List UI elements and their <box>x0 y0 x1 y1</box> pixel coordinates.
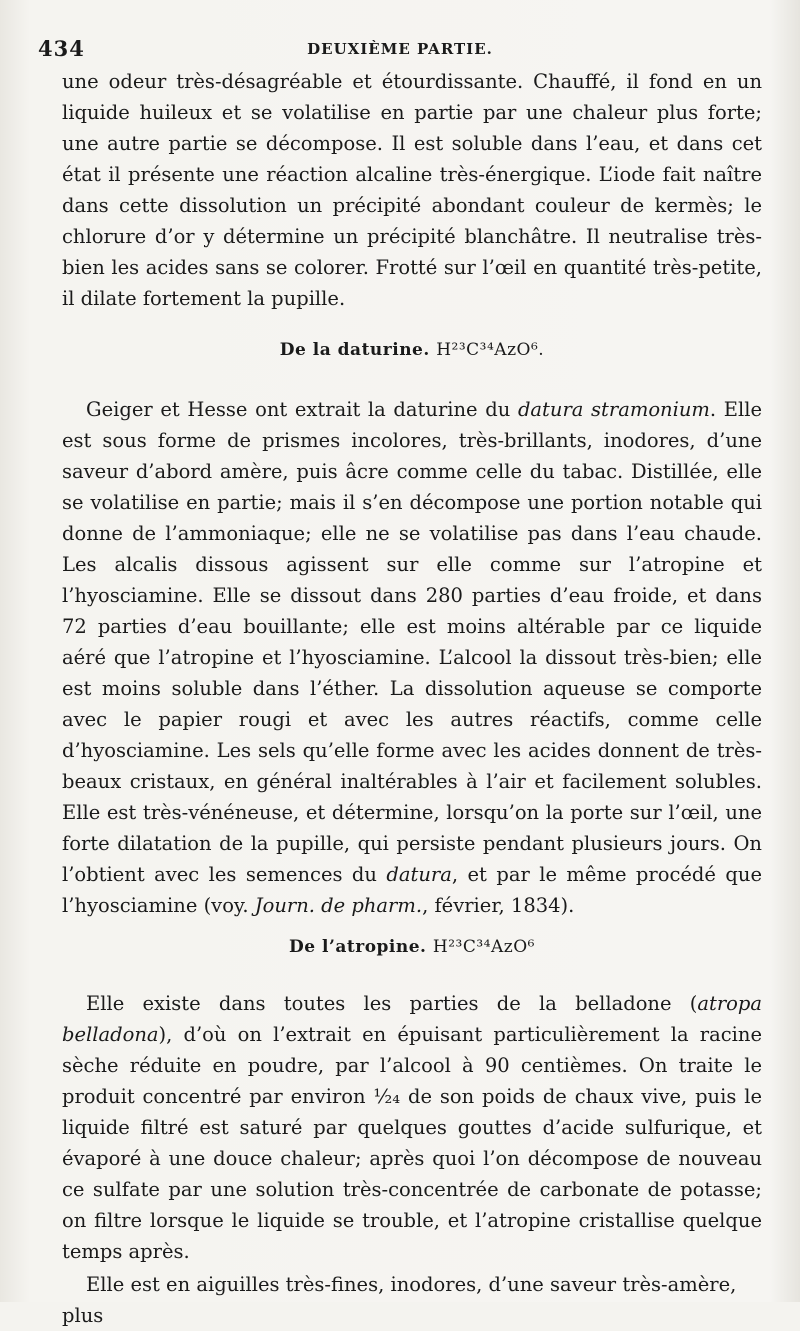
paragraph-text <box>62 988 762 1267</box>
paragraph-ammonia-continuation <box>62 66 762 314</box>
heading-formula: H²³C³⁴AzO⁶ <box>432 937 535 957</box>
italic-citation: Journ. de pharm. <box>254 894 423 917</box>
text-run: , février, 1834). <box>422 894 575 917</box>
text-run: ), d’où on l’extrait en épuisant particulièrement la racine sèche réduite en poudre, par l’alcool à 90 centièmes. On traite le produit concentré par environ ¹⁄₂₄ de son poids de chaux vive, puis le liquide filtré est saturé par quelques gouttes d’acide sulfurique, et évaporé à une douce chaleur; après quoi l’on décompose de nouveau ce sulfate par une solution très-concentrée de carbonate de potasse; on filtre lorsque le liquide se trouble, et l’atropine cristallise quelque temps après. <box>62 1023 762 1263</box>
paragraph-atropine <box>62 988 762 1331</box>
heading-formula: H²³C³⁴AzO⁶. <box>436 340 545 360</box>
italic-term: atropa belladona <box>62 992 762 1046</box>
running-title: DEUXIÈME PARTIE. <box>307 40 493 58</box>
italic-term: datura <box>386 863 452 886</box>
paragraph-text: une odeur très-désagréable et étourdissante. Chauffé, il fond en un liquide huileux et se volatilise en partie par une chaleur plus forte; une autre partie se décompose. Il est soluble dans l’eau, et dans cet état il présente une réaction alcaline très-énergique. L’iode fait naître dans cette dissolution un précipité abondant couleur de kermès; le chlorure d’or y détermine un précipité blanchâtre. Il neutralise très-bien les acides sans se colorer. Frotté sur l’œil en quantité très-petite, il dilate fortement la pupille. <box>62 70 762 310</box>
page-number: 434 <box>38 36 85 61</box>
text-run: Elle existe dans toutes les parties de la belladone ( <box>86 992 698 1015</box>
text-run: . Elle est sous forme de prismes incolores, très-brillants, inodores, d’une saveur d’abord amère, puis âcre comme celle du tabac. Distillée, elle se volatilise en partie; mais il s’en décompose une portion notable qui donne de l’ammoniaque; elle ne se volatilise pas dans l’eau chaude. Les alcalis dissous agissent sur elle comme sur l’atropine et l’hyosciamine. Elle se dissout dans 280 parties d’eau froide, et dans 72 parties d’eau bouillante; elle est moins altérable par ce liquide aéré que l’atropine et l’hyosciamine. L’alcool la dissout très-bien; elle est moins soluble dans l’éther. La dissolution aqueuse se comporte avec le papier rougi et avec les autres réactifs, comme celle d’hyosciamine. Les sels qu’elle forme avec les acides donnent de très-beaux cristaux, en général inaltérables à l’air et facilement solubles. Elle est très-vénéneuse, et détermine, lorsqu’on la porte sur l’œil, une forte dilatation de la pupille, qui persiste pendant plusieurs jours. On l’obtient avec les semences du <box>62 398 762 886</box>
text-run: Geiger et Hesse ont extrait la daturine du <box>86 398 518 421</box>
paragraph-daturine <box>62 394 762 921</box>
heading-title: De la daturine. <box>279 340 430 360</box>
paragraph-text-last-line: Elle est en aiguilles très-fines, inodores, d’une saveur très-amère, plus <box>62 1273 737 1327</box>
heading-title: De l’atropine. <box>289 937 427 957</box>
text-run: , et par le même procédé que l’hyosciamine (voy. <box>62 863 762 917</box>
page-header <box>38 36 762 66</box>
section-heading-atropine <box>62 937 762 957</box>
section-heading-daturine <box>62 340 762 360</box>
paragraph-text <box>62 394 762 921</box>
italic-term: datura stramonium <box>517 398 710 421</box>
